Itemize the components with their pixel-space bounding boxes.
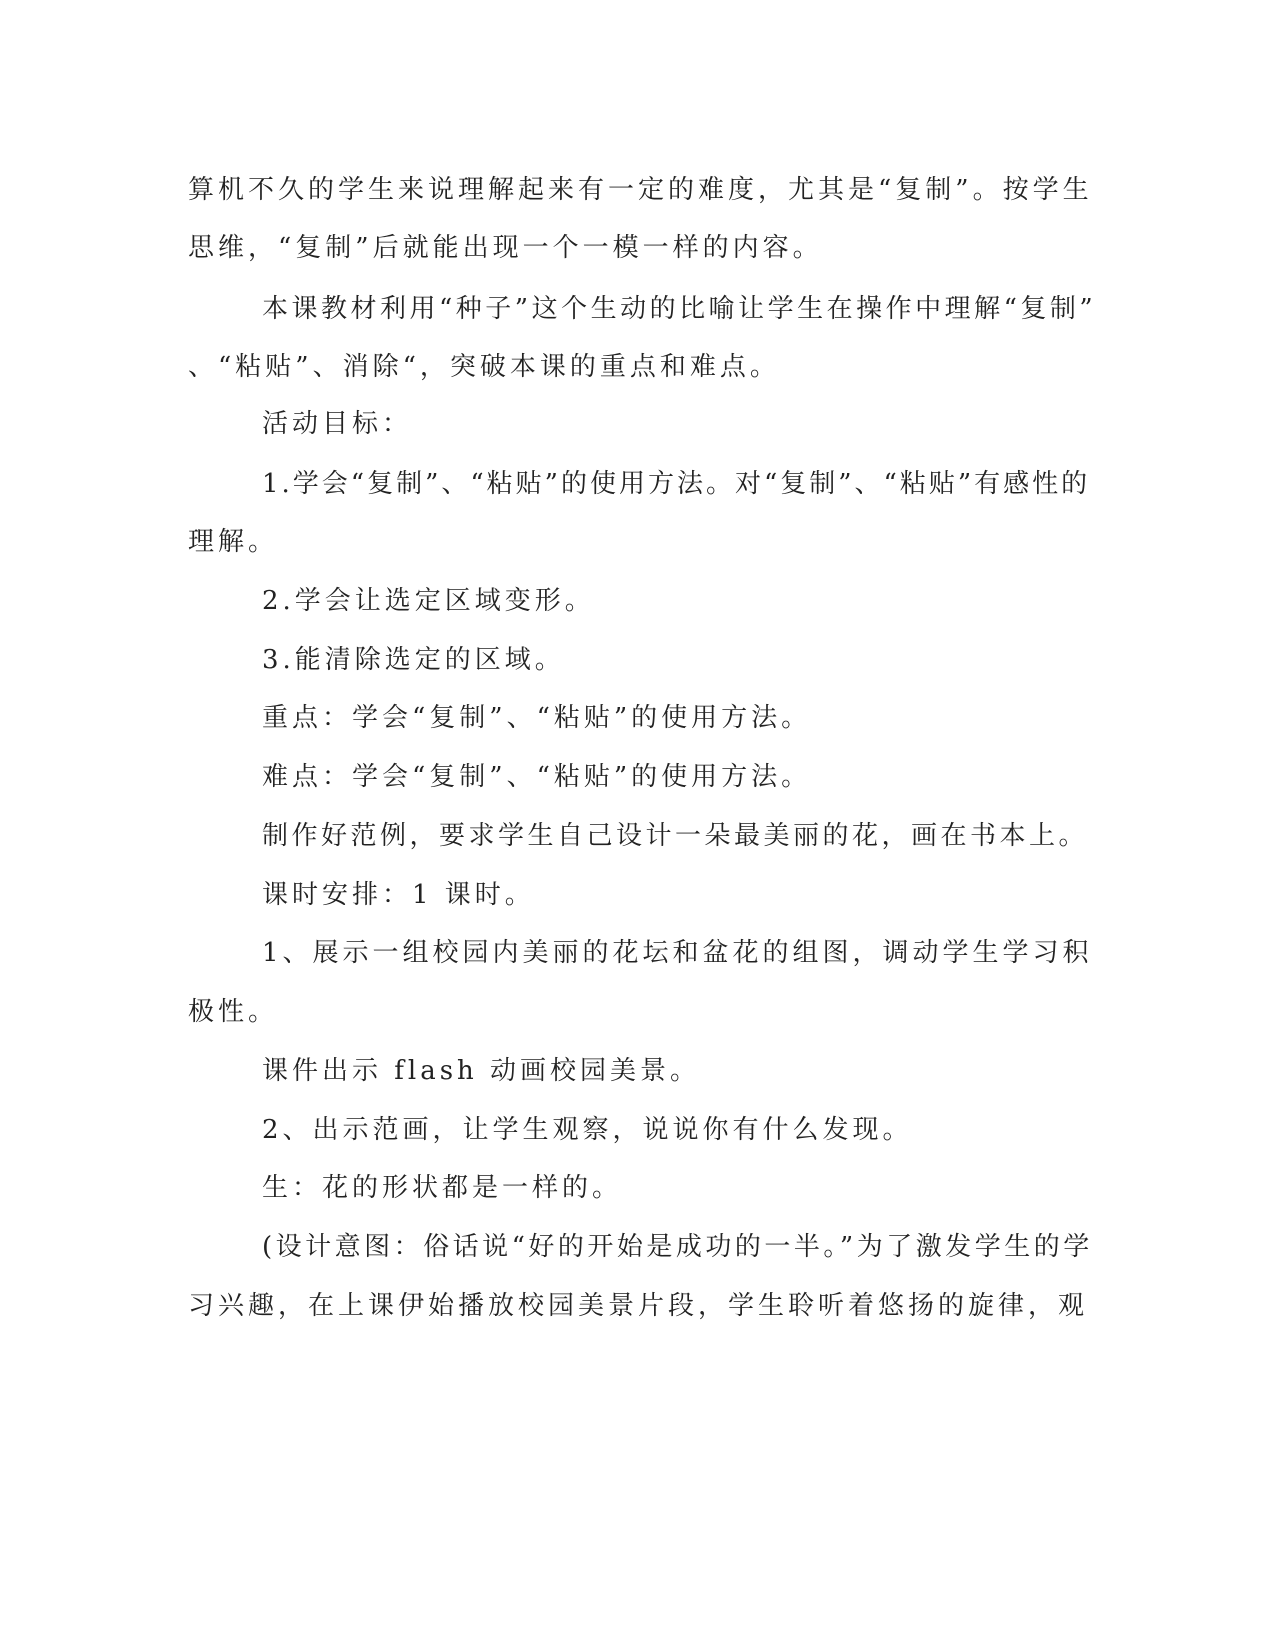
text-line: 习兴趣，在上课伊始播放校园美景片段，学生聆听着悠扬的旋律，观 <box>188 1291 1089 1321</box>
text-line: 思维，“复制”后就能出现一个一模一样的内容。 <box>188 233 823 263</box>
text-line: 课时安排：1 课时。 <box>262 880 535 910</box>
text-line: 1、展示一组校园内美丽的花坛和盆花的组图，调动学生学习积 <box>262 938 1093 968</box>
text-line: 极性。 <box>188 997 279 1027</box>
text-line: 、“粘贴”、消除“，突破本课的重点和难点。 <box>188 352 780 382</box>
text-line: 理解。 <box>188 527 279 557</box>
text-line: 2、出示范画，让学生观察，说说你有什么发现。 <box>262 1115 913 1145</box>
text-line: (设计意图：俗话说“好的开始是成功的一半。”为了激发学生的学 <box>262 1232 1093 1262</box>
text-line: 本课教材利用“种子”这个生动的比喻让学生在操作中理解“复制” <box>262 294 1097 324</box>
text-line: 制作好范例，要求学生自己设计一朵最美丽的花，画在书本上。 <box>262 821 1089 851</box>
text-line: 课件出示 flash 动画校园美景。 <box>262 1056 701 1086</box>
text-line: 难点：学会“复制”、“粘贴”的使用方法。 <box>262 762 812 792</box>
text-line: 3.能清除选定的区域。 <box>262 645 565 675</box>
text-line: 生：花的形状都是一样的。 <box>262 1173 623 1203</box>
text-line: 重点：学会“复制”、“粘贴”的使用方法。 <box>262 703 812 733</box>
text-line: 算机不久的学生来说理解起来有一定的难度，尤其是“复制”。按学生 <box>188 175 1093 205</box>
text-line: 活动目标： <box>262 409 413 439</box>
text-line: 1.学会“复制”、“粘贴”的使用方法。对“复制”、“粘贴”有感性的 <box>262 469 1091 499</box>
text-line: 2.学会让选定区域变形。 <box>262 586 595 616</box>
